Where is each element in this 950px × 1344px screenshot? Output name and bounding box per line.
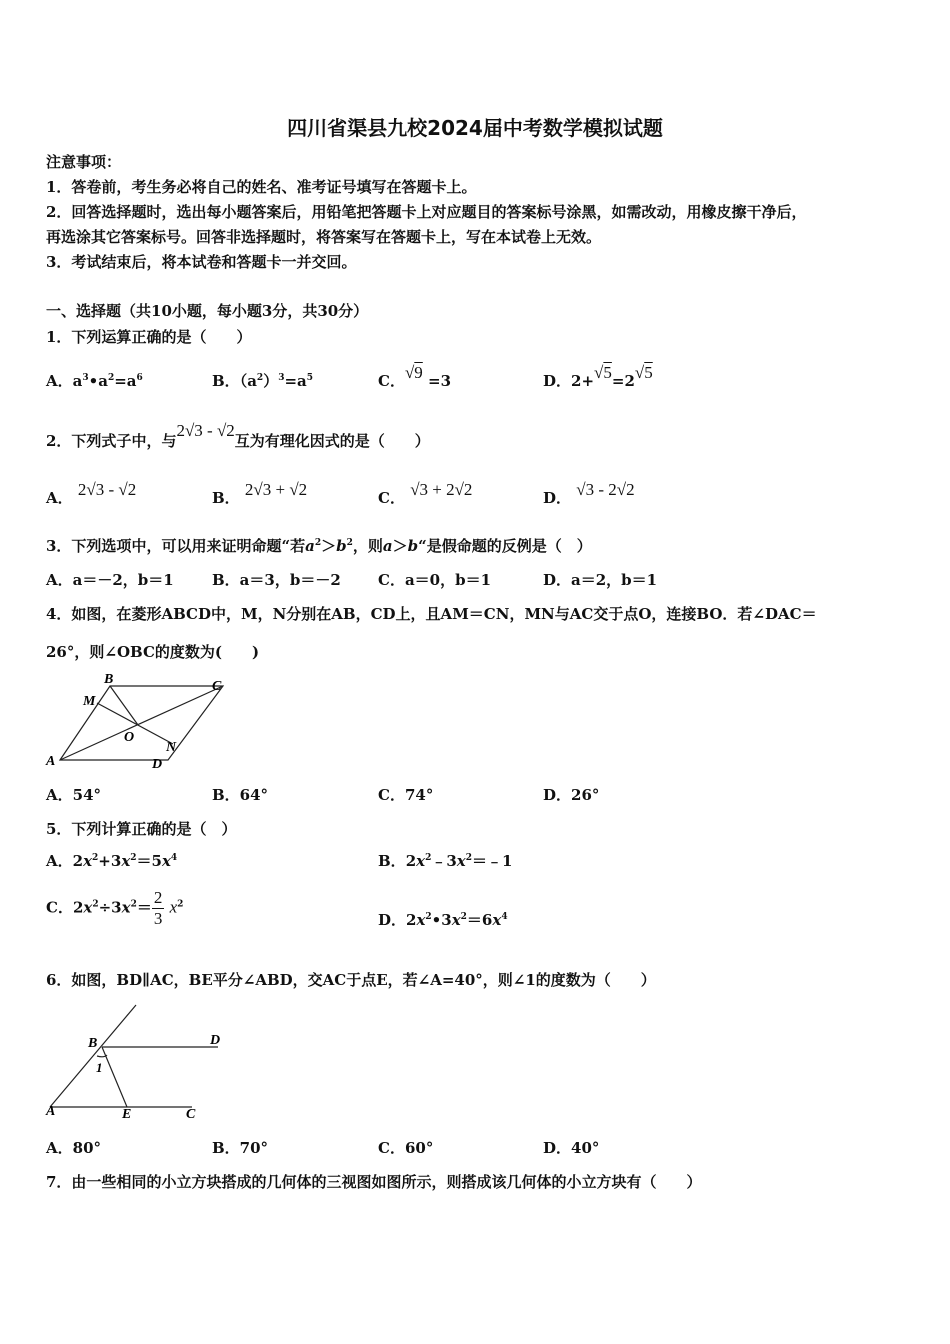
label-a: A	[46, 754, 56, 769]
question-1-stem: 1．下列运算正确的是（ ）	[46, 328, 252, 346]
segment-bo	[110, 686, 138, 725]
label-b: B	[104, 672, 114, 687]
rhombus-figure	[40, 670, 240, 775]
label-c: C	[186, 1107, 196, 1122]
q1-option-d: D．2+√5=2√5	[543, 363, 653, 390]
label-a: A	[46, 1104, 56, 1119]
q6-option-c: C．60°	[378, 1139, 434, 1157]
section-heading: 一、选择题（共10小题，每小题3分，共30分）	[46, 302, 369, 320]
q1-option-a: A．$a^3•a^2=a^6$	[46, 372, 143, 390]
q1-option-c: C．√9 =3	[378, 363, 452, 390]
q6-option-b: B．70°	[212, 1139, 269, 1157]
notice-heading: 注意事项：	[46, 153, 122, 171]
q2-option-b: B． 2√3 + √2	[212, 480, 308, 507]
question-2-stem: 2．下列式子中，与2√3 - √2互为有理化因式的是（ ）	[46, 421, 430, 450]
q2-option-a: A． 2√3 - √2	[46, 480, 137, 507]
fraction-two-thirds: $\frac{2}{3}$	[153, 888, 163, 928]
notice-item: 1．答卷前，考生务必将自己的姓名、准考证号填写在答题卡上。	[46, 178, 477, 196]
parallel-lines-figure	[40, 1002, 235, 1124]
q4-option-b: B．64°	[212, 786, 269, 804]
question-4-stem-cont: 26°，则∠OBC的度数为( )	[46, 643, 260, 661]
q4-option-d: D．26°	[543, 786, 600, 804]
q5-option-c: C．$2x^2\div 3x^2=$ $\frac{2}{3}$ $x^2$	[46, 888, 184, 928]
q2-option-c: C． √3 + 2√2	[378, 480, 473, 507]
question-5-stem: 5．下列计算正确的是（ ）	[46, 820, 237, 838]
notice-item: 2．回答选择题时，选出每小题答案后，用铅笔把答题卡上对应题目的答案标号涂黑，如需改动，用橡皮擦干净后，	[46, 203, 807, 221]
q3-option-c: C．a＝0，b＝1	[378, 571, 492, 589]
line-ab-extended	[50, 1005, 136, 1107]
q5-option-a: A．$2x^2+3x^2=5x^4$	[46, 852, 178, 870]
label-o: O	[124, 730, 135, 745]
label-d: D	[152, 757, 163, 772]
label-n: N	[166, 740, 177, 755]
label-angle-1: 1	[96, 1060, 103, 1075]
q1-option-b: B．$(a^2)^3=a^5$	[212, 372, 314, 390]
label-m: M	[83, 694, 96, 709]
label-c: C	[212, 679, 222, 694]
question-6-stem: 6．如图，BD∥AC，BE平分∠ABD，交AC于点E，若∠A=40°，则∠1的度数为（ ）	[46, 971, 656, 989]
q3-option-b: B．a＝3，b＝－2	[212, 571, 341, 589]
question-3-stem: 3．下列选项中，可以用来证明命题“若$a^2>b^2$，则a＞b“是假命题的反例是（ ）	[46, 537, 592, 555]
question-4-stem: 4．如图，在菱形ABCD中，M，N分别在AB，CD上，且AM＝CN，MN与AC交于点O，连接BO．若∠DAC＝	[46, 605, 817, 623]
q2-option-d: D． √3 - 2√2	[543, 480, 635, 507]
notice-item: 再选涂其它答案标号。回答非选择题时，将答案写在答题卡上，写在本试卷上无效。	[46, 228, 602, 246]
label-b: B	[88, 1036, 98, 1051]
q3-option-d: D．a＝2，b＝1	[543, 571, 658, 589]
page-title: 四川省渠县九校2024届中考数学模拟试题	[287, 116, 663, 140]
q3-option-a: A．a＝－2，b＝1	[46, 571, 174, 589]
q4-option-a: A．54°	[46, 786, 102, 804]
question-7-stem: 7．由一些相同的小立方块搭成的几何体的三视图如图所示，则搭成该几何体的小立方块有（ ）	[46, 1173, 702, 1191]
label-d: D	[210, 1033, 221, 1048]
q4-option-c: C．74°	[378, 786, 434, 804]
q5-option-d: D．$2x^2•3x^2=6x^4$	[378, 911, 508, 929]
notice-item: 3．考试结束后，将本试卷和答题卡一并交回。	[46, 253, 357, 271]
q6-option-a: A．80°	[46, 1139, 102, 1157]
label-e: E	[122, 1107, 132, 1122]
q5-option-b: B．$2x^2﹣3x^2=﹣1$	[378, 852, 513, 870]
q6-option-d: D．40°	[543, 1139, 600, 1157]
